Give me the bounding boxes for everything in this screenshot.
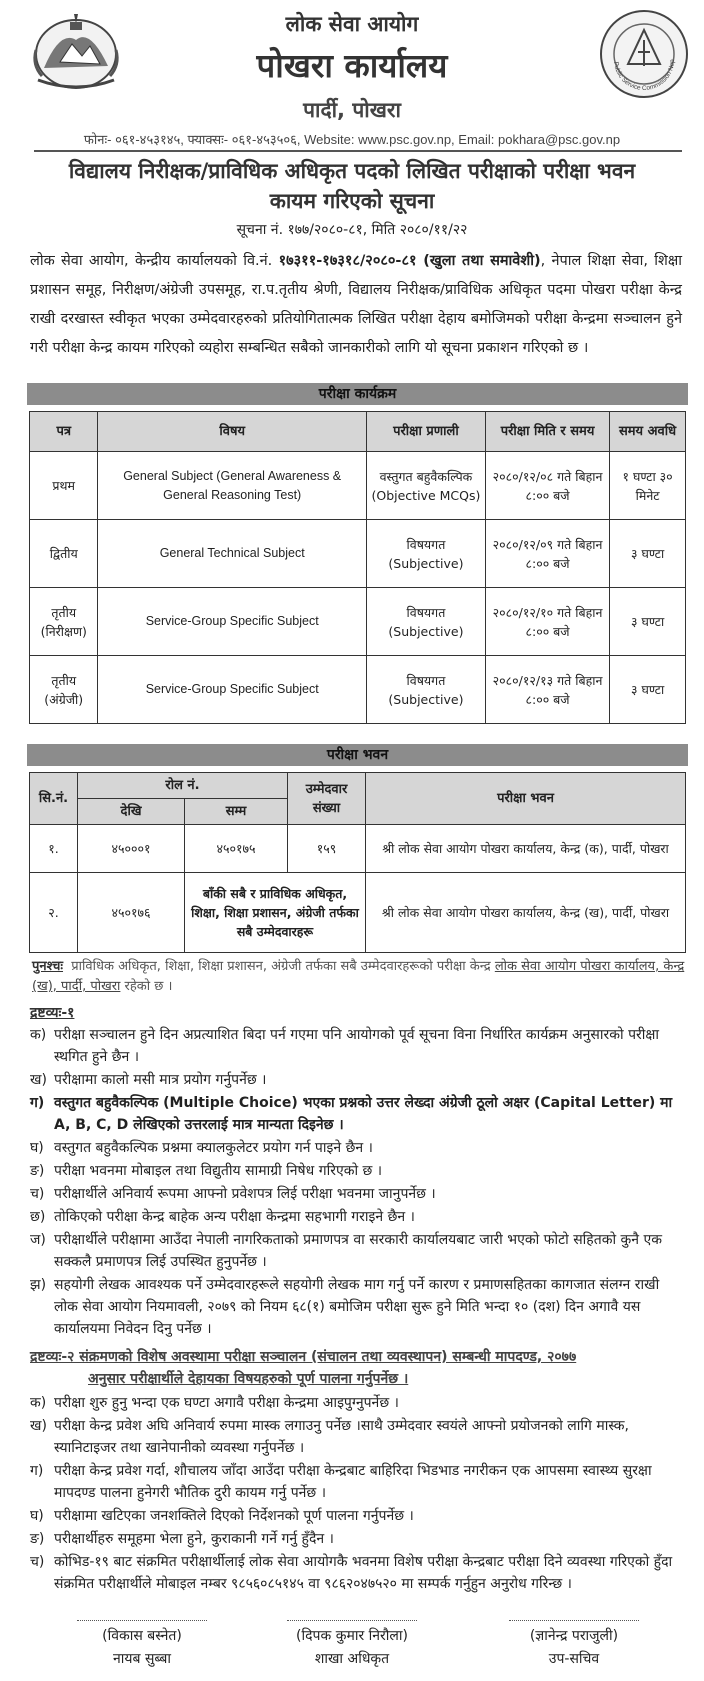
item-marker: क) (30, 1027, 47, 1043)
paper-cell: तृतीय (निरीक्षण) (30, 588, 98, 656)
item-marker: ख) (30, 1072, 47, 1088)
item-marker: च) (30, 1554, 45, 1570)
system-cell: विषयगत (Subjective) (366, 520, 485, 588)
signatory-title: उप-सचिव (548, 1651, 600, 1667)
date-cell: २०८०/१२/०९ गते बिहान ८:०० बजे (485, 520, 609, 588)
item-marker: घ) (30, 1508, 44, 1524)
table-row (30, 452, 686, 520)
date-cell: २०८०/१२/१० गते बिहान ८:०० बजे (485, 588, 609, 656)
venue-cell: श्री लोक सेवा आयोग पोखरा कार्यालय, केन्द्र (क), पार्दी, पोखरा (366, 825, 686, 873)
paper-cell: तृतीय (अंग्रेजी) (30, 656, 98, 724)
item-text: परीक्षार्थीहरु समूहमा भेला हुने, कुराकानी गर्ने गर्नु हुँदैन । (54, 1531, 334, 1547)
item-text: तोकिएको परीक्षा केन्द्र बाहेक अन्य परीक्षा केन्द्रमा सहभागी गराइने छैन । (54, 1209, 415, 1225)
postscript-label: पुनश्चः (32, 959, 64, 974)
intro-text-b: , नेपाल शिक्षा सेवा, शिक्षा प्रशासन समूह, निरीक्षण/अंग्रेजी उपसमूह, रा.प.तृतीय श्रेणी, विद्यालय निरीक्षक/प्राविधिक अधिकृत पदमा पोखरा परीक्षा केन्द्र राखी दरखास्त स्वीकृत भएका उम्मेदवारहरुको प्रतियोगितात्मक लिखित परीक्षा देहाय बमोजिमको परीक्षा केन्द्रमा सञ्चालन हुने गरी परीक्षा केन्द्र कायम गरिएको व्यहोरा सम्बन्धित सबैको जानकारीको लागि यो सूचना प्रकाशन गरिएको छ । (30, 253, 682, 356)
col-system: परीक्षा प्रणाली (366, 412, 485, 452)
item-text: परीक्षार्थीले अनिवार्य रूपमा आफ्नो प्रवेशपत्र लिई परीक्षा भवनमा जानुपर्नेछ । (54, 1186, 436, 1202)
col-venue: परीक्षा भवन (366, 773, 686, 825)
duration-cell: ३ घण्टा (610, 656, 686, 724)
org-name: लोक सेवा आयोग (285, 12, 419, 36)
item-marker: झ) (30, 1277, 47, 1293)
list-item (30, 1092, 680, 1136)
intro-paragraph (8, 247, 696, 363)
item-text: कोभिड-१९ बाट संक्रमित परीक्षार्थीलाई लोक सेवा आयोगकै भवनमा विशेष परीक्षा केन्द्रबाट परीक्षा दिने व्यवस्था गरिएको हुँदा संक्रमित परीक्षार्थीले मोबाइल नम्बर ९८५६०८५१४५ वा ९८६२०४७५२० मा सम्पर्क गर्नुहुन अनुरोध गरिन्छ । (54, 1554, 673, 1592)
duration-cell: १ घण्टा ३० मिनेट (610, 452, 686, 520)
item-marker: घ) (30, 1140, 44, 1156)
list-item (30, 1206, 680, 1228)
list-item (30, 1183, 680, 1205)
item-marker: ग) (30, 1463, 44, 1479)
item-text: परीक्षामा खटिएका जनशक्तिले दिएको निर्देशनको पूर्ण पालना गर्नुपर्नेछ । (54, 1508, 414, 1524)
item-text: सहयोगी लेखक आवश्यक पर्ने उम्मेदवारहरूले सहयोगी लेखक माग गर्नु पर्ने कारण र प्रमाणसहितका कागजात संलग्न राखी लोक सेवा आयोग नियमावली, २०७९ को नियम ६८(१) बमोजिम परीक्षा सुरू हुने मिति भन्दा १० (दश) दिन अगावै यस कार्यालयमा निवेदन दिनु पर्नेछ । (54, 1277, 660, 1337)
item-text: परीक्षा केन्द्र प्रवेश अघि अनिवार्य रुपमा मास्क लगाउनु पर्नेछ ।साथै उम्मेदवार स्वयंले आफ्नो प्रयोजनको लागि मास्क, स्यानिटाइजर तथा खानेपानीको व्यवस्था गर्नुपर्नेछ । (54, 1418, 629, 1456)
notice-title-line2: कायम गरिएको सूचना (269, 189, 435, 213)
intro-text-a: लोक सेवा आयोग, केन्द्रीय कार्यालयको वि.नं. (30, 253, 279, 269)
intro-bold: १७३११-१७३१८/२०८०-८१ (खुला तथा समावेशी) (278, 253, 541, 269)
item-text: परीक्षा सञ्चालन हुने दिन अप्रत्याशित बिदा पर्न गएमा पनि आयोगको पूर्व सूचना विना निर्धारित कार्यक्रम अनुसारको परीक्षा स्थगित हुने छैन । (54, 1027, 660, 1065)
date-cell: २०८०/१२/०८ गते बिहान ८:०० बजे (485, 452, 609, 520)
subject-cell: Service-Group Specific Subject (98, 588, 367, 656)
list-item (30, 1551, 680, 1595)
item-text: परीक्षार्थीले परीक्षामा आउँदा नेपाली नागरिकताको प्रमाणपत्र वा सरकारी कार्यालयबाट जारी भएको फोटो सहितको कुनै एक सक्कलै प्रमाणपत्र लिई उपस्थित हुनुपर्नेछ । (54, 1232, 663, 1270)
table-row (30, 588, 686, 656)
list-item (30, 1392, 680, 1414)
item-marker: क) (30, 1395, 47, 1411)
office-address: पार्दी, पोखरा (303, 98, 401, 122)
schedule-band: परीक्षा कार्यक्रम (27, 383, 688, 405)
item-text: परीक्षा शुरु हुनु भन्दा एक घण्टा अगावै परीक्षा केन्द्रमा आइपुग्नुपर्नेछ । (54, 1395, 399, 1411)
venue-cell: श्री लोक सेवा आयोग पोखरा कार्यालय, केन्द्र (ख), पार्दी, पोखरा (366, 873, 686, 953)
col-subject: विषय (98, 412, 367, 452)
from-cell: ४५०००१ (78, 825, 185, 873)
paper-cell: प्रथम (30, 452, 98, 520)
notice-number: सूचना नं. १७७/२०८०-८१, मिति २०८०/११/२२ (236, 222, 468, 238)
list-item (30, 1274, 680, 1340)
notes1-heading: द्रष्टव्यः-१ (30, 1005, 75, 1021)
col-count: उम्मेदवार संख्या (288, 773, 366, 825)
item-marker: ज) (30, 1232, 46, 1248)
signatory-name: (विकास बस्नेत) (102, 1628, 182, 1644)
item-marker: ङ) (30, 1531, 45, 1547)
col-roll: रोल नं. (78, 773, 288, 799)
table-row (30, 520, 686, 588)
col-sn: सि.नं. (30, 773, 78, 825)
table-row (30, 873, 686, 953)
psc-seal-icon (598, 8, 690, 100)
letterhead (8, 0, 696, 150)
list-item (30, 1505, 680, 1527)
list-item (30, 1528, 680, 1550)
notes2-list (30, 1392, 680, 1595)
seal-text: Public Service Commission Nep (612, 59, 677, 93)
notes2-heading-line2: अनुसार परीक्षार्थीले देहायका विषयहरुको पूर्ण पालना गर्नुपर्नेछ । (88, 1371, 409, 1387)
list-item (30, 1137, 680, 1159)
signature-block (0, 1620, 704, 1678)
subject-cell: Service-Group Specific Subject (98, 656, 367, 724)
signature-3 (494, 1620, 654, 1671)
list-item (30, 1024, 680, 1068)
from-cell: ४५०१७६ (78, 873, 185, 953)
system-cell: विषयगत (Subjective) (366, 656, 485, 724)
venue-band: परीक्षा भवन (27, 744, 688, 766)
sn-cell: १. (30, 825, 78, 873)
list-item (30, 1460, 680, 1504)
notes2-heading (30, 1346, 676, 1390)
item-text: परीक्षा भवनमा मोबाइल तथा विद्युतीय सामाग्री निषेध गरिएको छ । (54, 1163, 383, 1179)
count-cell: १५९ (288, 825, 366, 873)
notes1-list (30, 1024, 680, 1340)
schedule-table (29, 411, 686, 724)
date-cell: २०८०/१२/१३ गते बिहान ८:०० बजे (485, 656, 609, 724)
sn-cell: २. (30, 873, 78, 953)
contact-line: फोनः- ०६१-४५३१४५, फ्याक्सः- ०६१-४५३५०६, Website: www.psc.gov.np, Email: pokhara@psc.gov.np (83, 132, 621, 147)
office-name: पोखरा कार्यालय (256, 46, 448, 85)
item-text: परीक्षामा कालो मसी मात्र प्रयोग गर्नुपर्नेछ । (54, 1072, 267, 1088)
item-marker: ख) (30, 1418, 47, 1434)
item-text: परीक्षा केन्द्र प्रवेश गर्दा, शौचालय जाँदा आउँदा परीक्षा केन्द्रबाट बाहिरिदा भिडभाड नगरीकन एक आपसमा स्वास्थ्य सुरक्षा मापदण्ड पालना हुनेगरी भौतिक दुरी कायम गर्नु पर्नेछ । (54, 1463, 652, 1501)
item-marker: ङ) (30, 1163, 45, 1179)
venue-table (29, 772, 686, 953)
col-date: परीक्षा मिति र समय (485, 412, 609, 452)
postscript-text: प्राविधिक अधिकृत, शिक्षा, शिक्षा प्रशासन, अंग्रेजी तर्फका सबै उम्मेदवारहरूको परीक्षा केन्द्र (71, 959, 495, 974)
signatory-title: शाखा अधिकृत (314, 1651, 390, 1667)
item-text: वस्तुगत बहुवैकल्पिक (Multiple Choice) भएका प्रश्नको उत्तर लेख्दा अंग्रेजी ठूलो अक्षर (Capital Letter) मा A, B, C, D लेखिएको उत्तरलाई मात्र मान्यता दिइनेछ । (54, 1095, 673, 1133)
table-row (30, 825, 686, 873)
item-marker: ग) (30, 1095, 45, 1111)
to-cell: ४५०१७५ (185, 825, 288, 873)
notice-title (8, 156, 696, 216)
signatory-name: (ज्ञानेन्द्र पराजुली) (529, 1628, 619, 1644)
notice-title-line1: विद्यालय निरीक्षक/प्राविधिक अधिकृत पदको लिखित परीक्षाको परीक्षा भवन (68, 159, 636, 183)
signature-2 (272, 1620, 432, 1671)
list-item (30, 1229, 680, 1273)
header-rule (34, 150, 682, 152)
list-item (30, 1069, 680, 1091)
subject-cell: General Subject (General Awareness & General Reasoning Test) (98, 452, 367, 520)
duration-cell: ३ घण्टा (610, 520, 686, 588)
subject-cell: General Technical Subject (98, 520, 367, 588)
system-cell: विषयगत (Subjective) (366, 588, 485, 656)
notes2-heading-line1: द्रष्टव्यः-२ संक्रमणको विशेष अवस्थामा परीक्षा सञ्चालन (संचालन तथा व्यवस्थापन) सम्बन्धी मापदण्ड, २०७७ (30, 1349, 577, 1365)
col-paper: पत्र (30, 412, 98, 452)
col-duration: समय अवधि (610, 412, 686, 452)
duration-cell: ३ घण्टा (610, 588, 686, 656)
item-marker: च) (30, 1186, 45, 1202)
postscript-venue: लोक सेवा आयोग पोखरा कार्यालय, केन्द्र (ख), पार्दी, पोखरा (32, 959, 685, 994)
postscript-end: रहेको छ । (120, 979, 173, 994)
postscript (32, 957, 686, 997)
system-cell: वस्तुगत बहुवैकल्पिक (Objective MCQs) (366, 452, 485, 520)
col-from: देखि (78, 799, 185, 825)
to-cell: बाँकी सबै र प्राविधिक अधिकृत, शिक्षा, शिक्षा प्रशासन, अंग्रेजी तर्फका सबै उम्मेदवारहरू (185, 873, 366, 953)
list-item (30, 1415, 680, 1459)
signature-1 (62, 1620, 222, 1671)
list-item (30, 1160, 680, 1182)
item-text: वस्तुगत बहुवैकल्पिक प्रश्नमा क्यालकुलेटर प्रयोग गर्न पाइने छैन । (54, 1140, 373, 1156)
paper-cell: द्वितीय (30, 520, 98, 588)
signatory-title: नायब सुब्बा (113, 1651, 171, 1667)
item-marker: छ) (30, 1209, 46, 1225)
signatory-name: (दिपक कुमार निरौला) (296, 1628, 408, 1644)
table-row (30, 656, 686, 724)
col-to: सम्म (185, 799, 288, 825)
